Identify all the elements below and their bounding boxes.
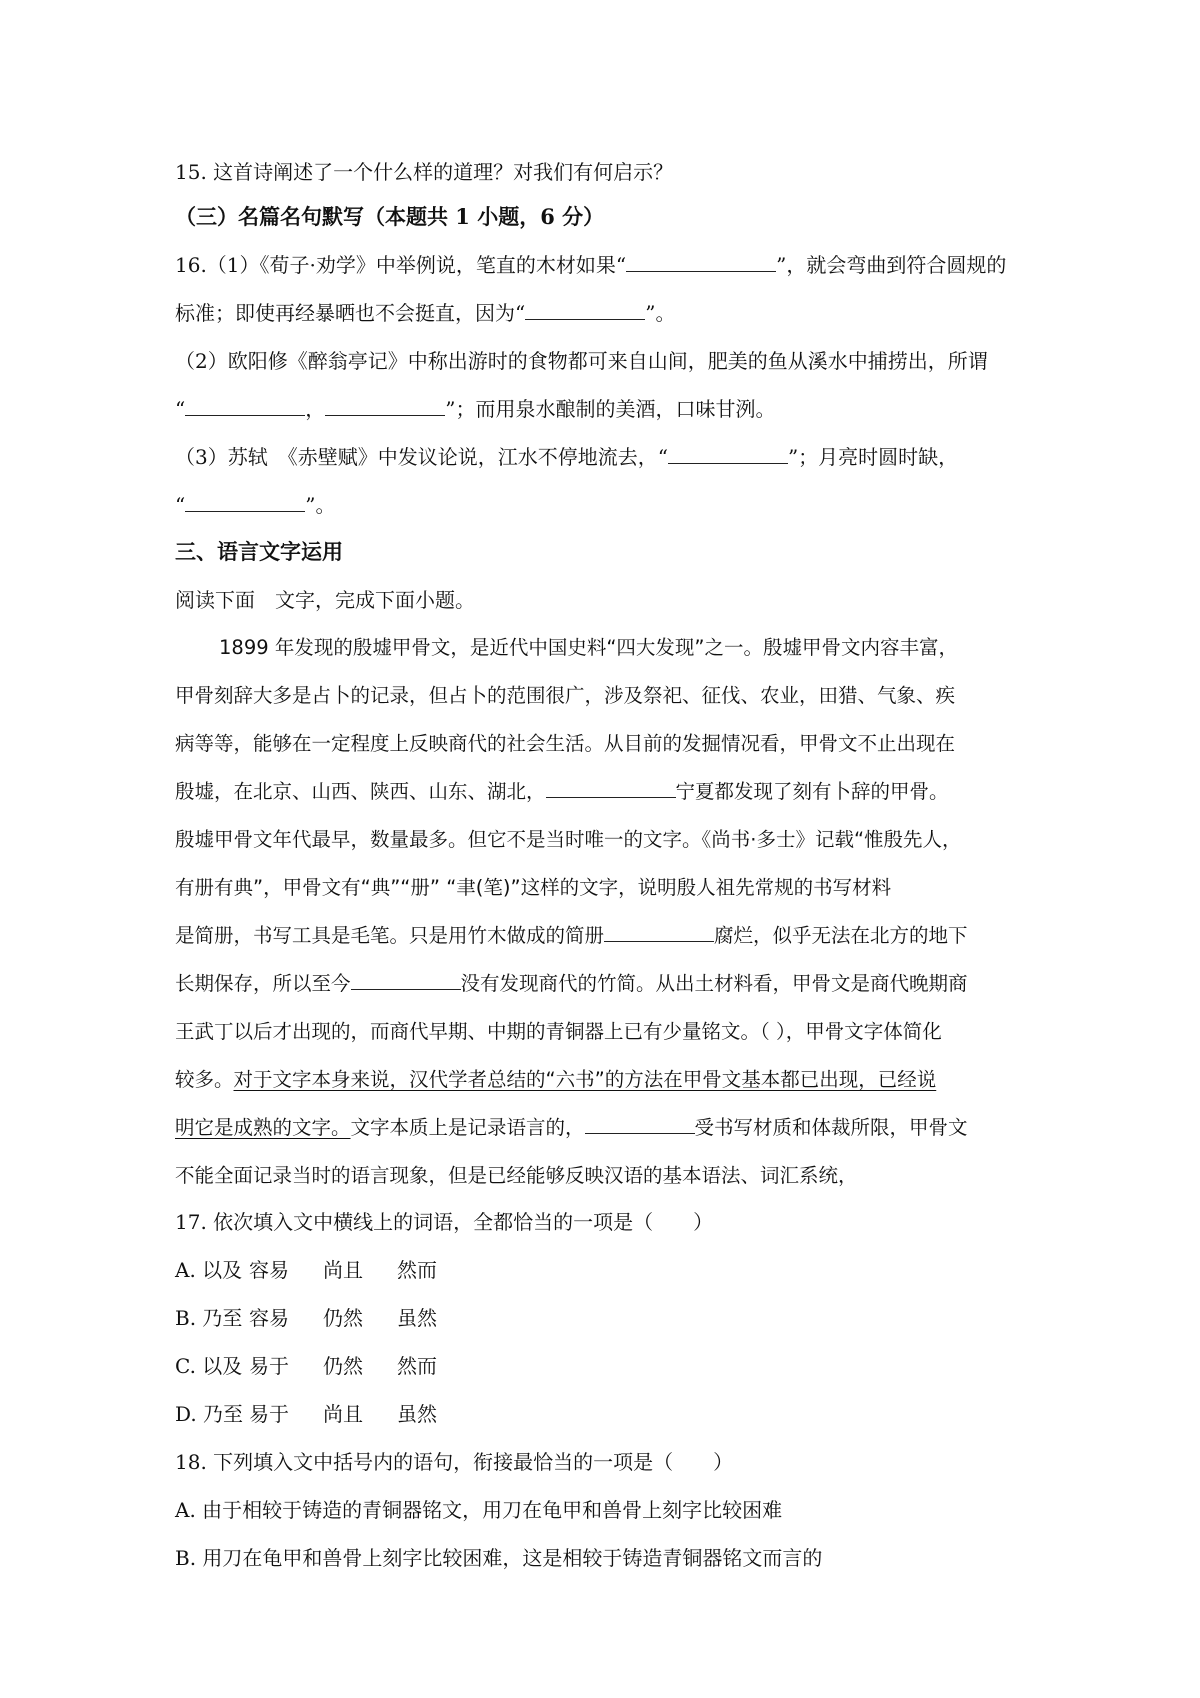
q16-text: ”。 (305, 493, 336, 517)
passage-line: 不能全面记录当时的语言现象，但是已经能够反映汉语的基本语法、词汇系统， (175, 1164, 858, 1187)
section-heading-famous-quotes: （三）名篇名句默写（本题共 1 小题，6 分） (175, 204, 605, 229)
part-heading-language-use: 三、语言文字运用 (175, 539, 343, 564)
q18-option-b[interactable]: B. 用刀在龟甲和兽骨上刻字比较困难，这是相较于铸造青铜器铭文而言的 (175, 1546, 823, 1570)
option-word: 仍然 (323, 1306, 363, 1330)
q16-text: ”。 (645, 301, 676, 325)
passage-line (175, 922, 1035, 950)
option-word: 易于 (249, 1402, 289, 1426)
q17-option-b[interactable] (175, 1304, 1035, 1332)
question-16-line-6 (175, 491, 1035, 519)
option-word: 仍然 (323, 1354, 363, 1378)
q17-option-d[interactable] (175, 1400, 1035, 1428)
fill-blank[interactable] (604, 923, 714, 942)
fill-blank[interactable] (525, 301, 645, 320)
passage-text: 是简册，书写工具是毛笔。只是用竹木做成的简册 (175, 924, 605, 947)
q16-text: ”，就会弯曲到符合圆规的 (776, 253, 1007, 277)
q18-option-a[interactable]: A. 由于相较于铸造的青铜器铭文，用刀在龟甲和兽骨上刻字比较困难 (175, 1498, 783, 1522)
question-16-line-2 (175, 299, 1035, 327)
option-word: 容易 (249, 1306, 289, 1330)
q16-text: “ (175, 397, 186, 421)
underlined-sentence: 对于文字本身来说，汉代学者总结的“六书”的方法在甲骨文基本都已出现，已经说 (233, 1068, 937, 1091)
q17-option-c[interactable] (175, 1352, 1035, 1380)
question-18-stem: 18. 下列填入文中括号内的语句，衔接最恰当的一项是（ ） (175, 1450, 734, 1474)
fill-blank[interactable] (325, 397, 445, 416)
option-word: D. 乃至 (175, 1402, 244, 1426)
fill-blank[interactable] (546, 779, 676, 798)
q16-text: （3）苏轼 《赤壁赋》中发议论说，江水不停地流去，“ (175, 445, 668, 469)
underlined-sentence: 明它是成熟的文字。 (175, 1116, 351, 1139)
passage-text: 腐烂，似乎无法在北方的地下 (714, 924, 968, 947)
q16-text: 标准；即使再经暴晒也不会挺直，因为“ (175, 301, 526, 325)
q16-text: ， (305, 397, 326, 421)
passage-text: 宁夏都发现了刻有卜辞的甲骨。 (675, 780, 949, 803)
passage-line: 病等等，能够在一定程度上反映商代的社会生活。从目前的发掘情况看，甲骨文不止出现在 (175, 732, 956, 755)
option-word: 尚且 (323, 1402, 363, 1426)
passage-line: 1899 年发现的殷墟甲骨文，是近代中国史料“四大发现”之一。殷墟甲骨文内容丰富， (219, 636, 959, 659)
option-word: 尚且 (323, 1258, 363, 1282)
q16-text: ”；而用泉水酿制的美酒，口味甘洌。 (445, 397, 776, 421)
passage-line: 殷墟甲骨文年代最早，数量最多。但它不是当时唯一的文字。《尚书·多士》记载“惟殷先人， (175, 828, 962, 851)
passage-text: 文字本质上是记录语言的， (350, 1116, 585, 1139)
passage-line: 甲骨刻辞大多是占卜的记录，但占卜的范围很广，涉及祭祀、征伐、农业，田猎、气象、疾 (175, 684, 956, 707)
q16-text: ”；月亮时圆时缺， (787, 445, 959, 469)
option-word: 易于 (249, 1354, 289, 1378)
fill-blank[interactable] (626, 253, 776, 272)
option-word: C. 以及 (175, 1354, 243, 1378)
fill-blank[interactable] (668, 445, 788, 464)
question-17-stem: 17. 依次填入文中横线上的词语，全都恰当的一项是（ ） (175, 1210, 714, 1234)
question-16-line-5 (175, 443, 1035, 471)
passage-line (175, 1066, 1035, 1094)
passage-text: 较多。 (175, 1068, 234, 1091)
passage-text: 受书写材质和体裁所限，甲骨文 (694, 1116, 968, 1139)
question-15: 15. 这首诗阐述了一个什么样的道理？对我们有何启示？ (175, 160, 674, 184)
passage-text: 殷墟，在北京、山西、陕西、山东、湖北， (175, 780, 546, 803)
fill-blank[interactable] (185, 493, 305, 512)
question-16-line-4 (175, 395, 1035, 423)
passage-line: 有册有典”，甲骨文有“典”“册” “聿(笔)”这样的文字，说明殷人祖先常规的书写材料 (175, 876, 892, 899)
passage-text: 没有发现商代的竹简。从出土材料看，甲骨文是商代晚期商 (460, 972, 968, 995)
option-word: B. 乃至 (175, 1306, 243, 1330)
passage-line (175, 778, 1035, 806)
question-16-line-1 (175, 251, 1035, 279)
fill-blank[interactable] (185, 397, 305, 416)
passage-line (175, 1114, 1035, 1142)
passage-text: 长期保存，所以至今 (175, 972, 351, 995)
q16-text: 16.（1）《荀子·劝学》中举例说，笔直的木材如果“ (175, 253, 627, 277)
fill-blank[interactable] (351, 971, 461, 990)
option-word: A. 以及 (175, 1258, 243, 1282)
reading-intro: 阅读下面 文字，完成下面小题。 (175, 588, 475, 612)
option-word: 虽然 (397, 1402, 437, 1426)
option-word: 然而 (397, 1354, 437, 1378)
option-word: 然而 (397, 1258, 437, 1282)
passage-line (175, 970, 1035, 998)
q17-option-a[interactable] (175, 1256, 1035, 1284)
fill-blank[interactable] (585, 1115, 695, 1134)
option-word: 容易 (249, 1258, 289, 1282)
q16-text: “ (175, 493, 186, 517)
option-word: 虽然 (397, 1306, 437, 1330)
passage-line: 王武丁以后才出现的，而商代早期、中期的青铜器上已有少量铭文。（ ），甲骨文字体简化 (175, 1020, 942, 1043)
question-16-line-3: （2）欧阳修《醉翁亭记》中称出游时的食物都可来自山间，肥美的鱼从溪水中捕捞出，所谓 (175, 349, 988, 373)
